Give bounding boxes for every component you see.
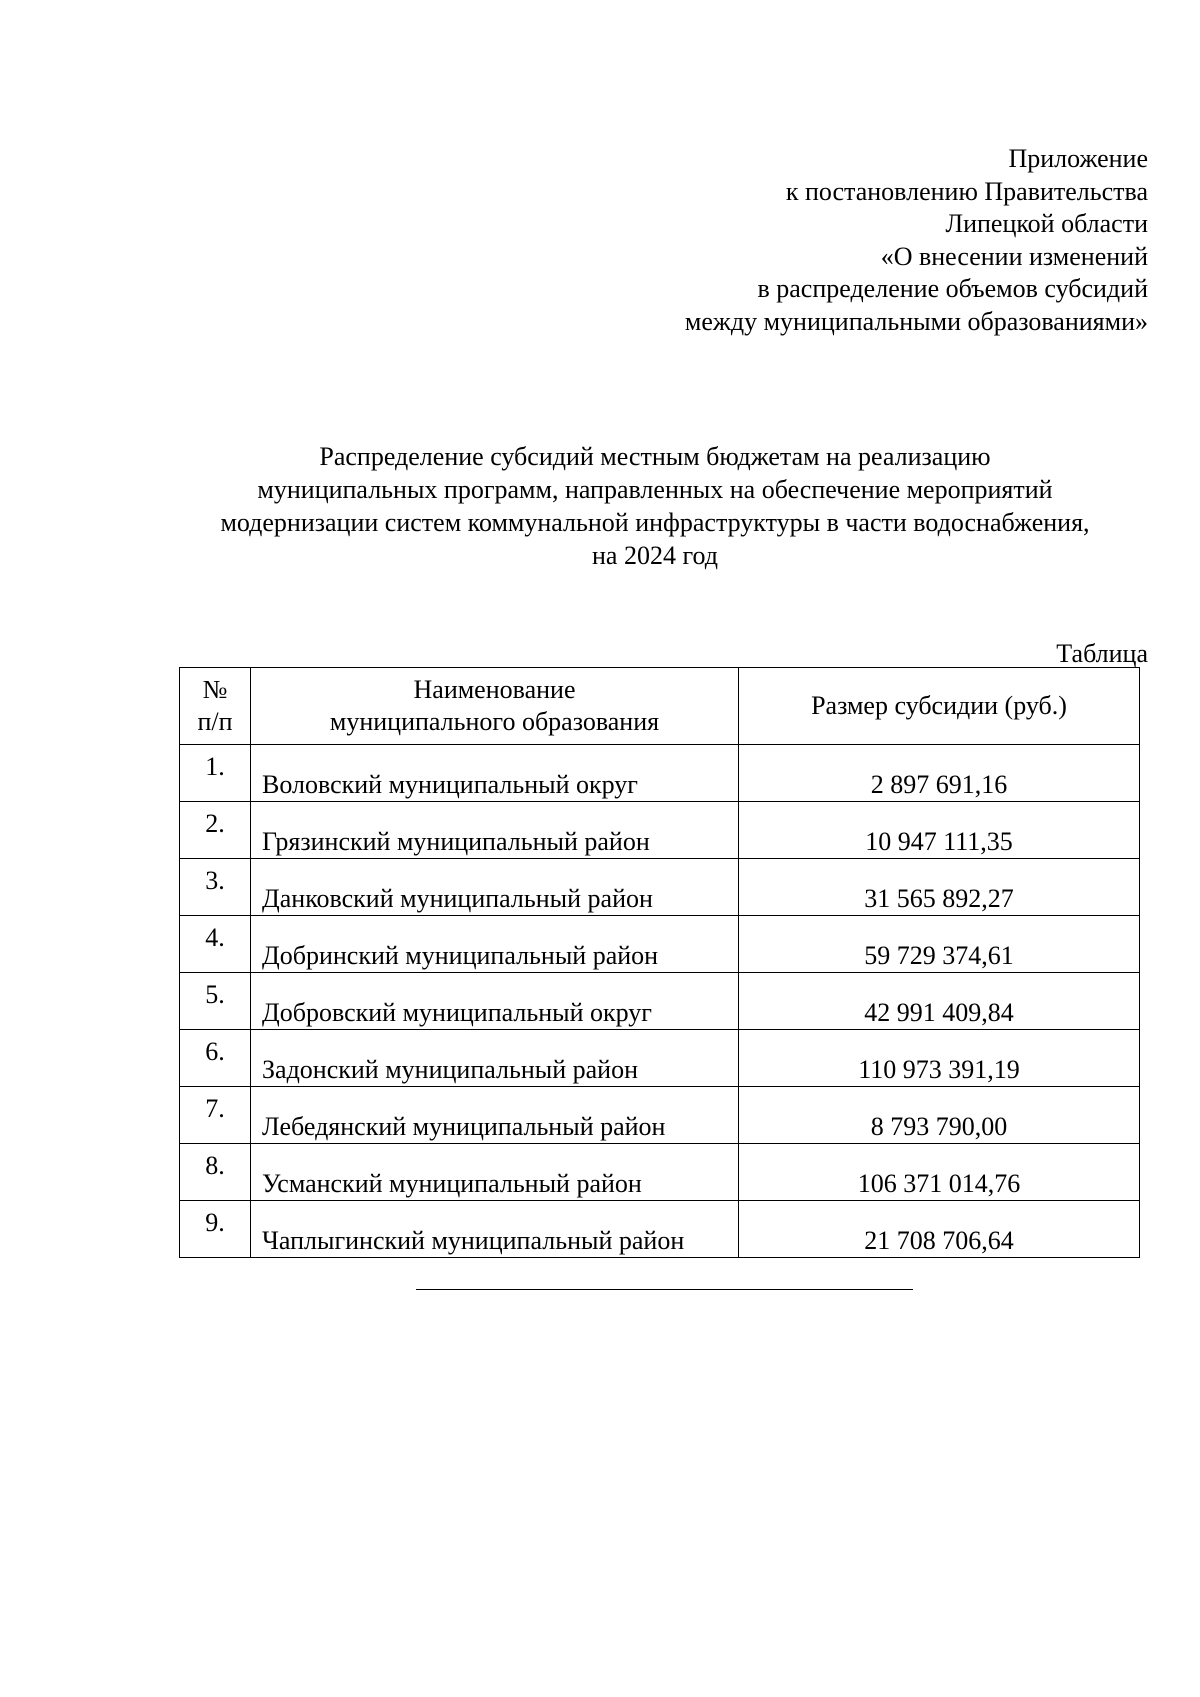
- annex-line: «О внесении изменений: [880, 241, 1148, 271]
- row-number: 7.: [180, 1087, 251, 1144]
- municipality-name: Усманский муниципальный район: [251, 1144, 739, 1201]
- municipality-name: Добровский муниципальный округ: [251, 973, 739, 1030]
- row-number: 6.: [180, 1030, 251, 1087]
- row-number: 2.: [180, 802, 251, 859]
- row-number: 4.: [180, 916, 251, 973]
- header-number-line: п/п: [197, 707, 233, 736]
- annex-line: к постановлению Правительства: [785, 176, 1148, 206]
- end-divider: [416, 1289, 913, 1290]
- row-number: 1.: [180, 745, 251, 802]
- table-caption: Таблица: [1056, 639, 1148, 668]
- table-row: [180, 1087, 1140, 1144]
- header-number: [180, 668, 251, 745]
- municipality-name: Воловский муниципальный округ: [251, 745, 739, 802]
- table-row: [180, 859, 1140, 916]
- annex-line: в распределение объемов субсидий: [757, 274, 1148, 303]
- municipality-name: Лебедянский муниципальный район: [251, 1087, 739, 1144]
- annex-line: Приложение: [1008, 144, 1148, 173]
- title-line: муниципальных программ, направленных на обеспечение мероприятий: [257, 475, 1053, 504]
- table-row: [180, 1030, 1140, 1087]
- row-number: 8.: [180, 1144, 251, 1201]
- subsidy-amount: 8 793 790,00: [739, 1087, 1140, 1144]
- municipality-name: Грязинский муниципальный район: [251, 802, 739, 859]
- row-number: 3.: [180, 859, 251, 916]
- header-amount: Размер субсидии (руб.): [739, 668, 1140, 745]
- subsidy-amount: 21 708 706,64: [739, 1201, 1140, 1258]
- municipality-name: Чаплыгинский муниципальный район: [251, 1201, 739, 1258]
- subsidy-amount: 106 371 014,76: [739, 1144, 1140, 1201]
- subsidies-table: [179, 667, 1140, 1258]
- title-line: Распределение субсидий местным бюджетам на реализацию: [319, 442, 991, 471]
- header-number-line: №: [202, 675, 228, 704]
- table-row: [180, 973, 1140, 1030]
- subsidy-amount: 59 729 374,61: [739, 916, 1140, 973]
- subsidy-amount: 42 991 409,84: [739, 973, 1140, 1030]
- annex-block: [448, 143, 1148, 338]
- annex-line: Липецкой области: [945, 209, 1148, 238]
- subsidy-amount: 110 973 391,19: [739, 1030, 1140, 1087]
- annex-line: между муниципальными образованиями»: [684, 306, 1148, 336]
- municipality-name: Задонский муниципальный район: [251, 1030, 739, 1087]
- header-name-line: муниципального образования: [329, 707, 660, 736]
- table-row: [180, 916, 1140, 973]
- document-title: [0, 440, 1200, 572]
- subsidy-amount: 31 565 892,27: [739, 859, 1140, 916]
- subsidy-amount: 10 947 111,35: [739, 802, 1140, 859]
- row-number: 9.: [180, 1201, 251, 1258]
- municipality-name: Данковский муниципальный район: [251, 859, 739, 916]
- title-line: на 2024 год: [592, 541, 718, 570]
- row-number: 5.: [180, 973, 251, 1030]
- title-line: модернизации систем коммунальной инфраструктуры в части водоснабжения,: [220, 508, 1090, 537]
- municipality-name: Добринский муниципальный район: [251, 916, 739, 973]
- table-row: [180, 802, 1140, 859]
- subsidy-amount: 2 897 691,16: [739, 745, 1140, 802]
- table-row: [180, 745, 1140, 802]
- table-row: [180, 1144, 1140, 1201]
- table-row: [180, 1201, 1140, 1258]
- table-header-row: [180, 668, 1140, 745]
- header-name-line: Наименование: [413, 675, 576, 704]
- header-name: [251, 668, 739, 745]
